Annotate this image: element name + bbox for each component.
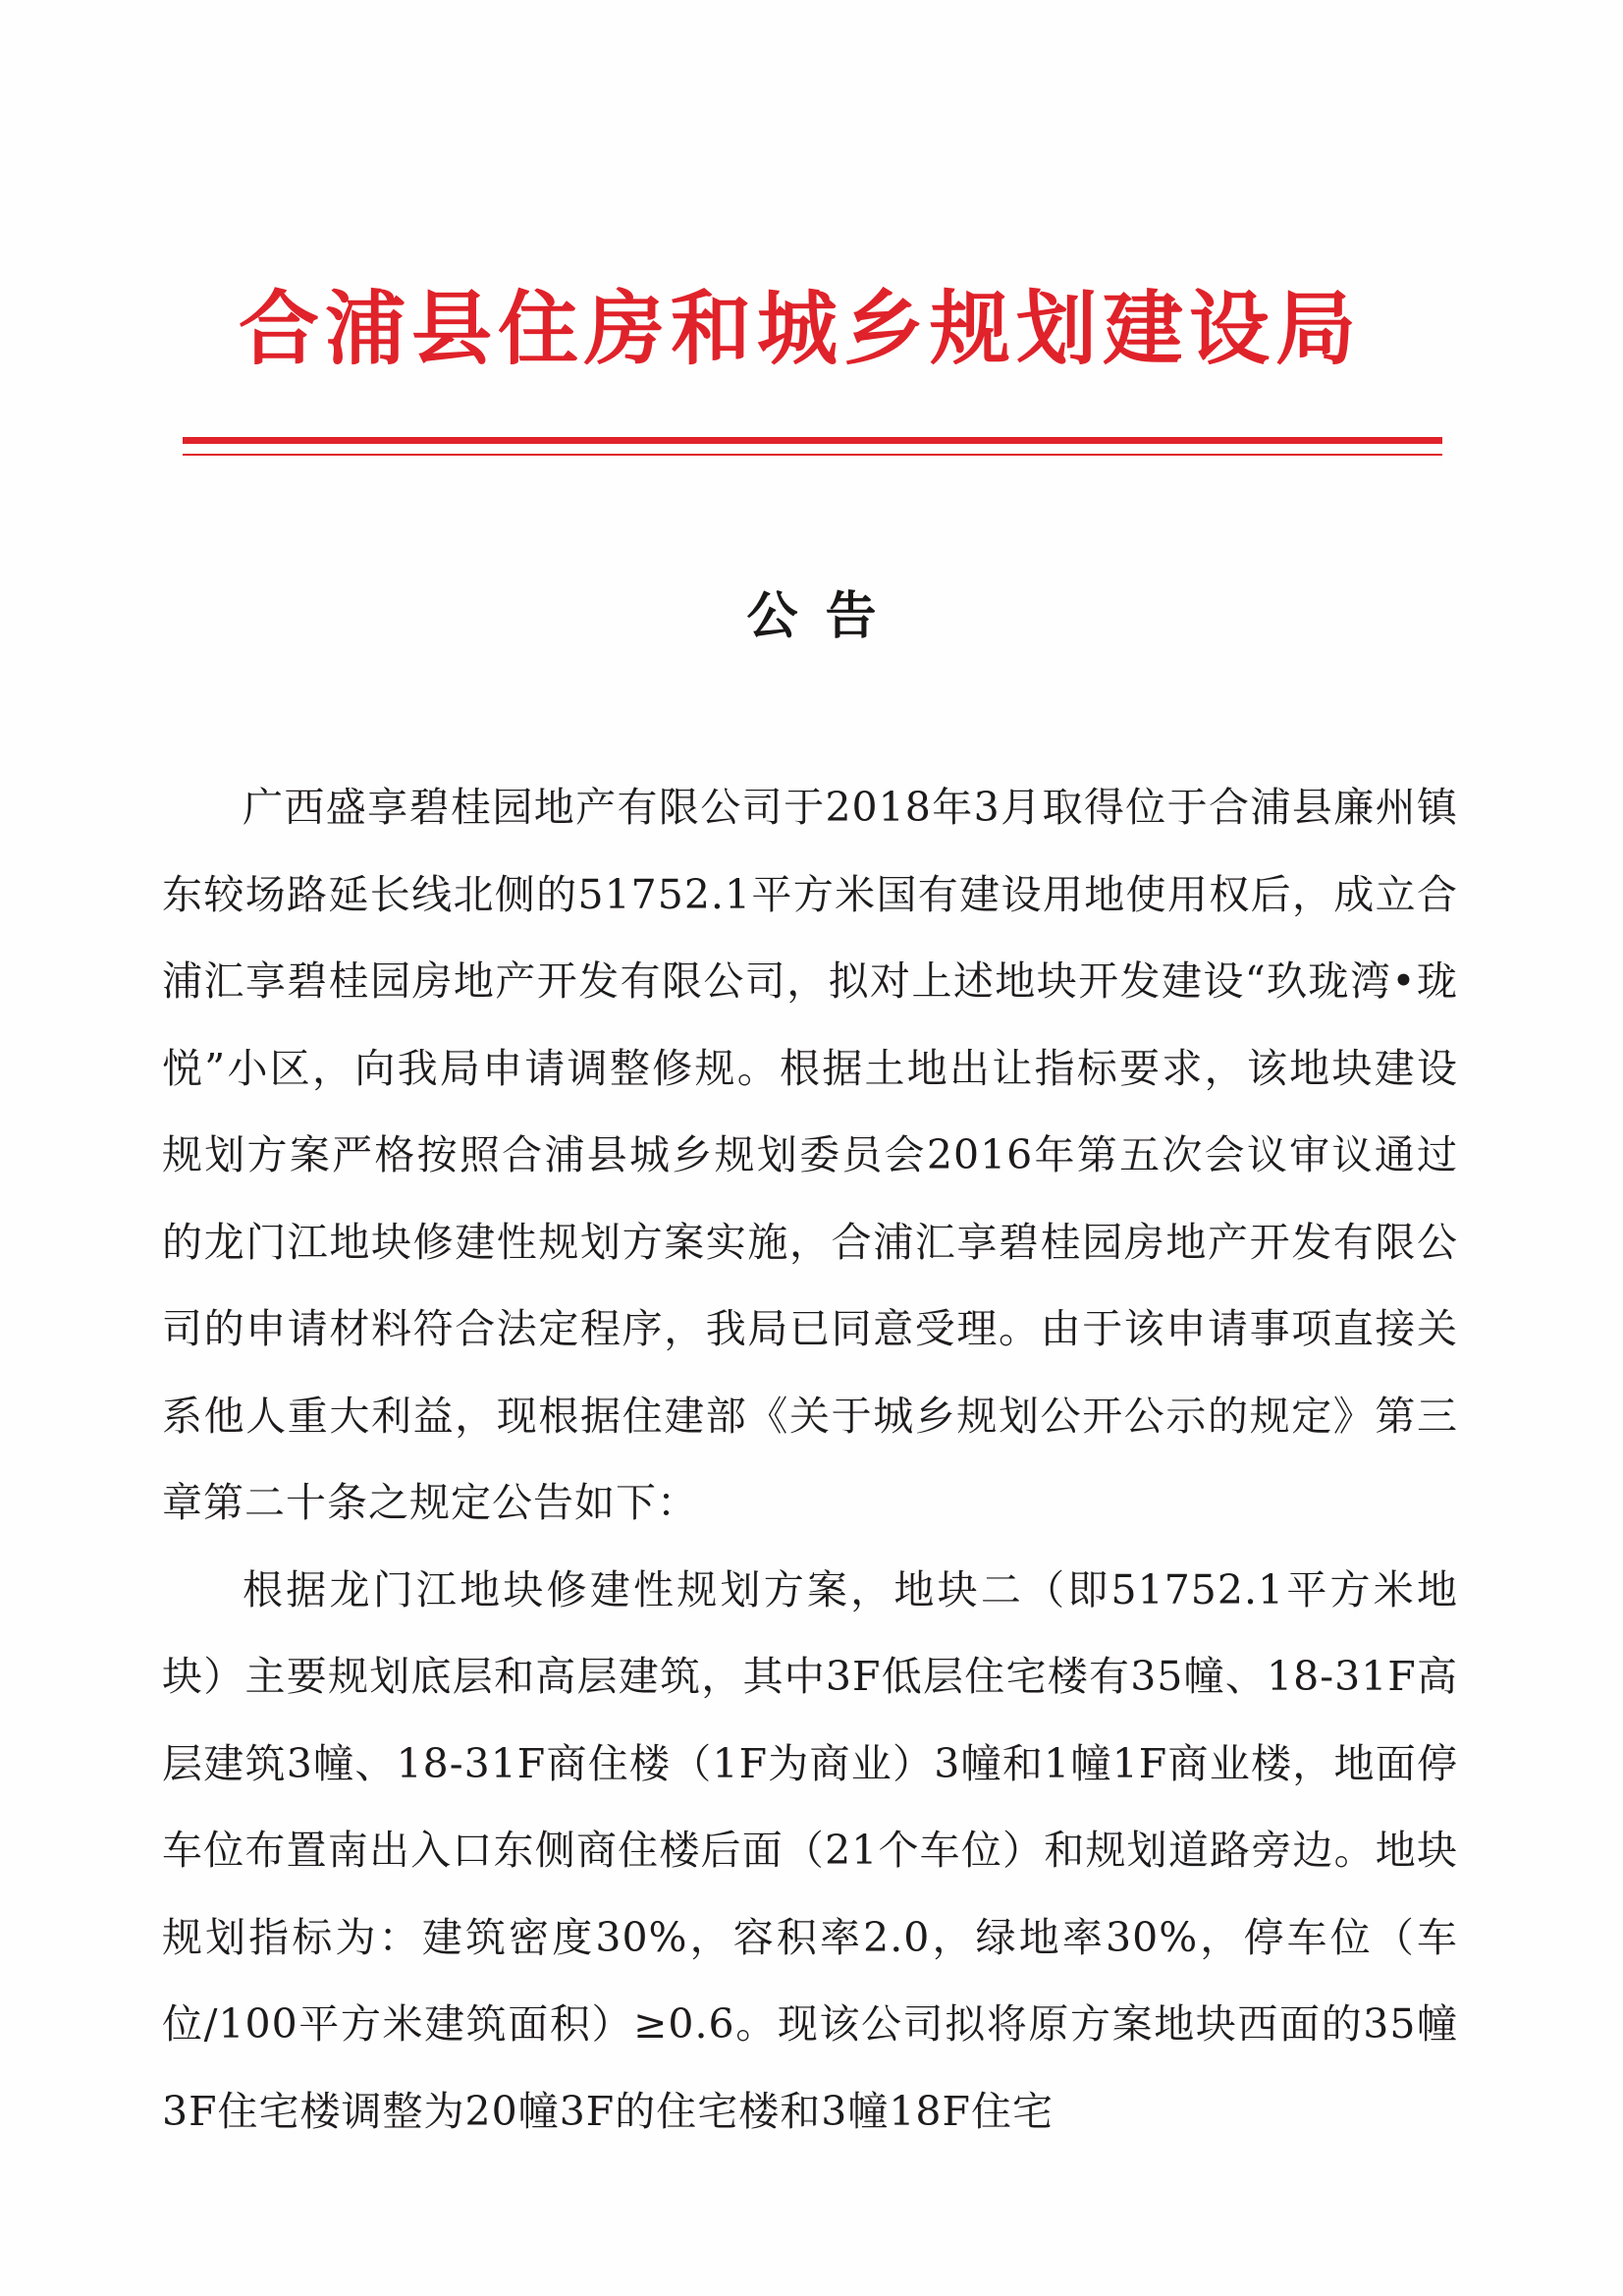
body-paragraph-1: 广西盛享碧桂园地产有限公司于2018年3月取得位于合浦县廉州镇东较场路延长线北侧的51752.1平方米国有建设用地使用权后，成立合浦汇享碧桂园房地产开发有限公司，拟对上述地块开发建设“玖珑湾•珑悦”小区，向我局申请调整修规。根据土地出让指标要求，该地块建设规划方案严格按照合浦县城乡规划委员会2016年第五次会议审议通过的龙门江地块修建性规划方案实施，合浦汇享碧桂园房地产开发有限公司的申请材料符合法定程序，我局已同意受理。由于该申请事项直接关系他人重大利益，现根据住建部《关于城乡规划公开公示的规定》第三章第二十条之规定公告如下：	[162, 784, 1458, 1526]
masthead-red-rule	[183, 437, 1442, 444]
issuer-masthead: 合浦县住房和城乡规划建设局	[238, 281, 1362, 376]
body-paragraph-2: 根据龙门江地块修建性规划方案，地块二（即51752.1平方米地块）主要规划底层和高层建筑，其中3F低层住宅楼有35幢、18-31F高层建筑3幢、18-31F商住楼（1F为商业）3幢和1幢1F商业楼，地面停车位布置南出入口东侧商住楼后面（21个车位）和规划道路旁边。地块规划指标为：建筑密度30%，容积率2.0，绿地率30%，停车位（车位/100平方米建筑面积）≥0.6。现该公司拟将原方案地块西面的35幢3F住宅楼调整为20幢3F的住宅楼和3幢18F住宅	[162, 1565, 1458, 2135]
masthead-red-rule-thin	[183, 454, 1442, 456]
notice-body	[162, 764, 1458, 2155]
notice-title: 公告	[746, 587, 904, 646]
